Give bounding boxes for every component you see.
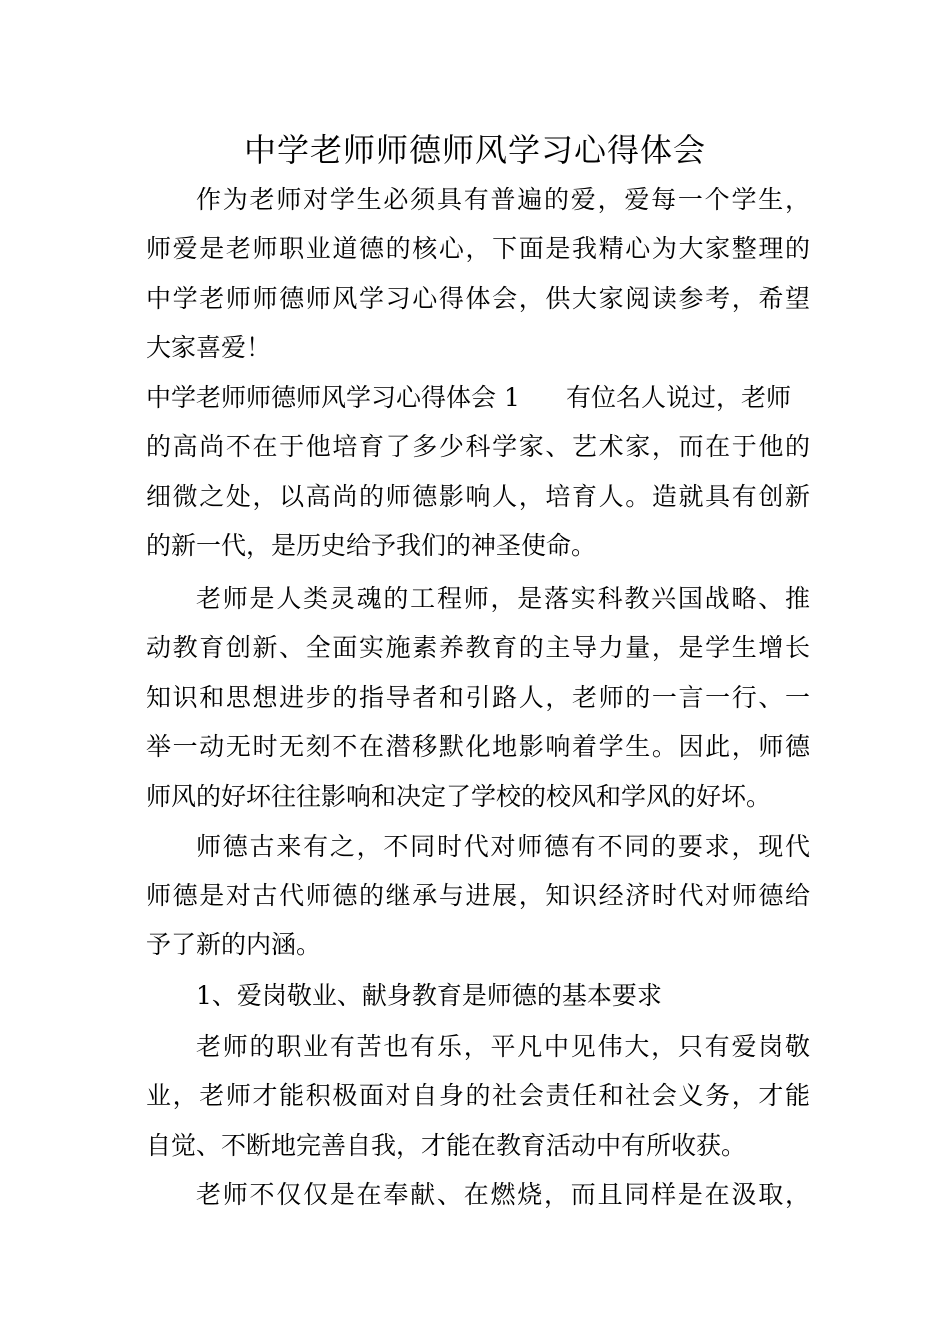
- paragraph-line: 老师是人类灵魂的工程师，是落实科教兴国战略、推: [196, 584, 810, 613]
- paragraph-line: 师德是对古代师德的继承与进展，知识经济时代对师德给: [146, 881, 810, 910]
- paragraph-line: 老师不仅仅是在奉献、在燃烧，而且同样是在汲取，: [196, 1180, 810, 1209]
- paragraph-line: 师风的好坏往往影响和决定了学校的校风和学风的好坏。: [146, 782, 772, 811]
- paragraph-line: 知识和思想进步的指导者和引路人，老师的一言一行、一: [146, 683, 810, 712]
- paragraph-line: 大家喜爱！: [146, 333, 272, 362]
- paragraph-line: 师德古来有之，不同时代对师德有不同的要求，现代: [196, 832, 810, 861]
- paragraph-line: 予了新的内涵。: [146, 930, 322, 959]
- document-title: 中学老师师德师风学习心得体会: [243, 131, 706, 169]
- paragraph-line-start: 有位名人说过，老师: [566, 383, 792, 412]
- paragraph-line: 动教育创新、全面实施素养教育的主导力量，是学生增长: [146, 633, 810, 662]
- paragraph-line: 中学老师师德师风学习心得体会，供大家阅读参考，希望: [146, 284, 810, 313]
- paragraph-line: 细微之处，以高尚的师德影响人，培育人。造就具有创新: [146, 482, 810, 511]
- paragraph-line: 的新一代，是历史给予我们的神圣使命。: [146, 531, 597, 560]
- paragraph-line: 作为老师对学生必须具有普遍的爱，爱每一个学生，: [196, 185, 810, 214]
- paragraph-line: 的高尚不在于他培育了多少科学家、艺术家，而在于他的: [146, 432, 810, 461]
- paragraph-line: 举一动无时无刻不在潜移默化地影响着学生。因此，师德: [146, 732, 810, 761]
- paragraph-line: 老师的职业有苦也有乐，平凡中见伟大，只有爱岗敬: [196, 1032, 810, 1061]
- subheading-line: 1、爱岗敬业、献身教育是师德的基本要求: [196, 981, 662, 1010]
- section-heading-line: [146, 373, 810, 423]
- section-heading: 中学老师师德师风学习心得体会 1: [146, 383, 520, 412]
- paragraph-line: 业，老师才能积极面对自身的社会责任和社会义务，才能: [146, 1081, 810, 1110]
- paragraph-line: 师爱是老师职业道德的核心，下面是我精心为大家整理的: [146, 234, 810, 263]
- paragraph-line: 自觉、不断地完善自我，才能在教育活动中有所收获。: [146, 1131, 747, 1160]
